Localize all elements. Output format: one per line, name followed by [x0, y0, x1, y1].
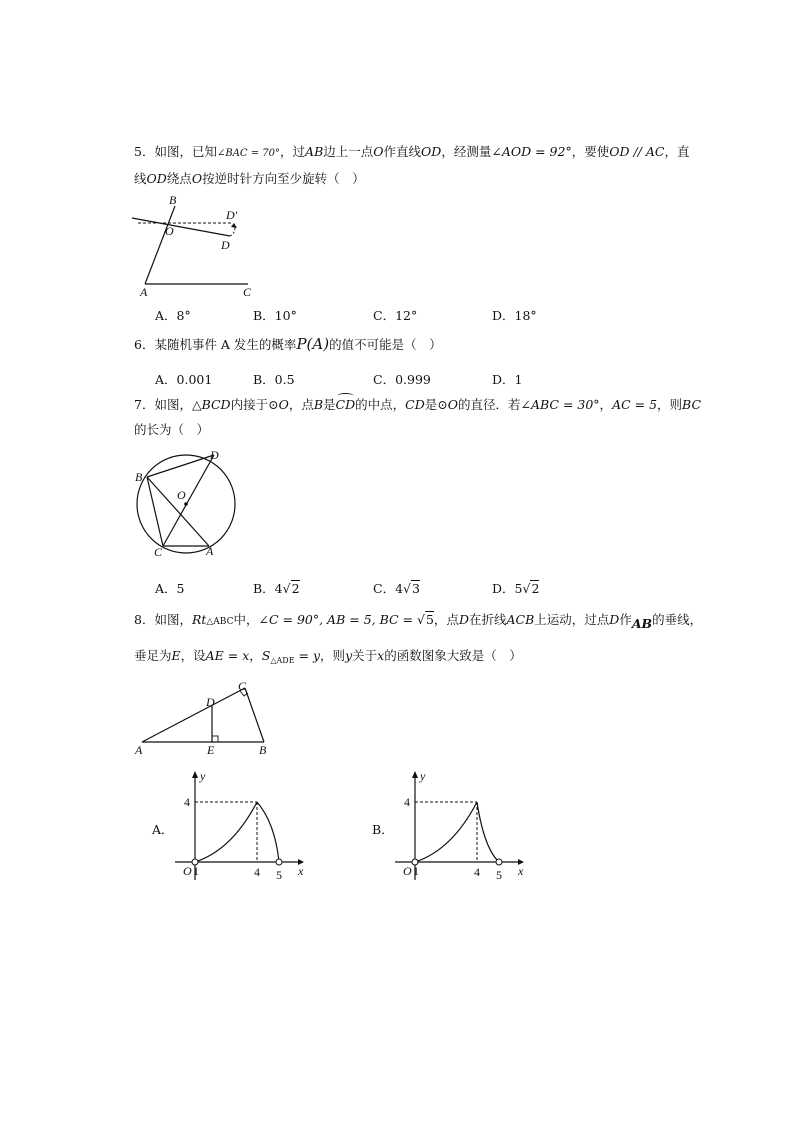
q8-figure: [132, 678, 282, 758]
q8b-label-4x: 4: [474, 865, 480, 879]
q5-line-od: [132, 218, 230, 236]
q8b-label-1: 1: [413, 864, 419, 878]
q8-graph-b-label: B．: [372, 822, 394, 837]
q8-label-e: E: [207, 743, 215, 757]
q8a-label-y: y: [200, 769, 206, 783]
q8-label-c: C: [238, 679, 247, 693]
q8a-y-arrow: [192, 771, 198, 778]
q8-seg-ac: [142, 688, 245, 742]
q5-label-c: C: [243, 285, 252, 299]
q5-line2: 线OD绕点O按逆时针方向至少旋转（ ）: [134, 171, 365, 186]
q8b-end-open-dot: [496, 859, 502, 865]
q7-label-o: O: [177, 488, 186, 502]
q5-option-a: A．8°: [155, 308, 191, 323]
q6-option-a: A．0.001: [155, 372, 213, 387]
q7-label-c: C: [154, 545, 163, 559]
q5-label-b: B: [169, 193, 177, 207]
q5-arrow-head: [231, 223, 237, 228]
q8b-label-y: y: [420, 769, 426, 783]
q8-graph-b: [390, 768, 530, 883]
q8-label-a: A: [135, 743, 143, 757]
q8b-label-4y: 4: [404, 795, 410, 809]
q8-graph-a: [170, 768, 310, 883]
q8b-label-o: O: [403, 864, 412, 878]
q7-center-dot: [184, 502, 188, 506]
q5-line1: 5．如图，已知∠BAC = 70°，过AB边上一点O作直线OD，经测量∠AOD = 92°，要使OD // AC，直: [134, 144, 690, 159]
q8a-label-1: 1: [193, 864, 199, 878]
q7-line2: 的长为（ ）: [134, 422, 210, 437]
q6-option-d: D．1: [492, 372, 523, 387]
q8b-y-arrow: [412, 771, 418, 778]
q8a-curve-fall: [257, 802, 279, 862]
q7-line1: 7．如图，△BCD内接于⊙O，点B是CD的中点，CD是⊙O的直径．若∠ABC = 30°，AC = 5，则BC: [134, 397, 702, 412]
q8-label-b: B: [259, 743, 267, 757]
q7-option-a: A．5: [155, 581, 185, 596]
q5-label-a: A: [140, 285, 148, 299]
q7-arc-cd: CD: [335, 397, 356, 412]
q7-option-b: B．4√2: [253, 581, 300, 596]
q7-option-d: D．5√2: [492, 581, 540, 596]
q5-option-c: C．12°: [373, 308, 418, 323]
q7-label-b: B: [135, 470, 143, 484]
q8-graph-a-label: A．: [152, 822, 174, 837]
q8a-label-o: O: [183, 864, 192, 878]
q5-option-d: D．18°: [492, 308, 537, 323]
q5-seg-ab: [145, 206, 175, 284]
q7-seg-bc: [147, 477, 163, 546]
q8a-label-4x: 4: [254, 865, 260, 879]
q8-right-angle-e: [212, 736, 218, 742]
q8a-label-5: 5: [276, 868, 282, 882]
q5-figure: [130, 192, 260, 302]
q8b-curve-rise: [415, 802, 477, 862]
q5-label-o: O: [165, 224, 174, 238]
q7-figure: [130, 445, 245, 560]
q8-line2: 垂足为E，设AE = x，$S_{\triangle ADE} = y$，则y关于x的函数图象大致是（ ）: [134, 648, 522, 665]
q8a-label-x: x: [298, 864, 304, 878]
q8b-curve-fall: [477, 802, 499, 862]
q8b-label-x: x: [518, 864, 524, 878]
q6-stem: 6．某随机事件 A 发生的概率P(A)的值不可能是（ ）: [134, 335, 442, 353]
q8a-end-open-dot: [276, 859, 282, 865]
q5-label-dp: D′: [226, 208, 238, 222]
q8-seg-cb: [245, 688, 264, 742]
q6-option-b: B．0.5: [253, 372, 295, 387]
q8a-label-4y: 4: [184, 795, 190, 809]
q7-option-c: C．4√3: [373, 581, 420, 596]
q8a-curve-rise: [195, 802, 257, 862]
q8-label-d: D: [206, 695, 215, 709]
q6-option-c: C．0.999: [373, 372, 431, 387]
q5-option-b: B．10°: [253, 308, 297, 323]
q5-label-d: D: [221, 238, 230, 252]
q8-line1: 8．如图，Rt△ABC中，∠C = 90°, AB = 5, BC = √5，点D在折线ACB上运动，过点D作AB的垂线，: [134, 612, 703, 631]
q7-label-a: A: [206, 544, 214, 558]
q8b-label-5: 5: [496, 868, 502, 882]
q7-label-d: D: [210, 448, 219, 462]
